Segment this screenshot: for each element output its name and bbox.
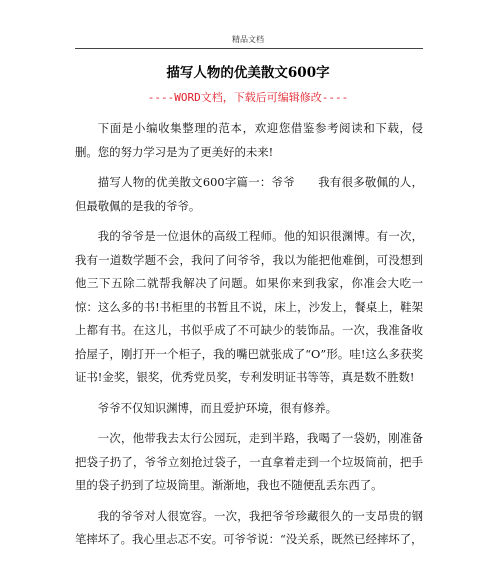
paragraph-tolerance: 我的爷爷对人很宽容。一次，我把爷爷珍藏很久的一支昂贵的钢笔摔坏了。我心里忐忑不安。可爷爷说：“没关系，既然已经摔坏了， [75, 508, 423, 546]
paragraph-environment: 爷爷不仅知识渊博，而且爱护环境，很有修养。 [97, 400, 338, 415]
document-title: 描写人物的优美散文600字 [166, 65, 330, 81]
header-rule [75, 48, 423, 49]
paragraph-park: 一次，他带我去太行公园玩，走到半路，我喝了一袋奶，刚准备把袋子扔了，爷爷立刻抢过袋子，一直拿着走到一个垃圾筒前，把手里的袋子扔到了垃圾筒里。渐渐地，我也不随便乱丢东西了。 [75, 431, 423, 492]
running-header: 精品文档 [232, 35, 264, 44]
editable-notice: ----WORD文档，下载后可编辑修改---- [147, 91, 349, 104]
paragraph-intro: 下面是小编收集整理的范本，欢迎您借鉴参考阅读和下载，侵删。您的努力学习是为了更美好的未来! [75, 121, 423, 159]
document-body [75, 117, 423, 559]
paragraph-knowledge: 我的爷爷是一位退休的高级工程师。他的知识很渊博。有一次，我有一道数学题不会，我问了问爷爷，我以为能把他难倒，可没想到他三下五除二就帮我解决了问题。如果你来到我家，你准会大吃一惊：这么多的书!书柜里的书暂且不说，床上，沙发上，餐桌上，鞋架上都有书。在这儿，书似乎成了不可缺少的装饰品。一次，我准备收拾屋子，刚打开一个柜子，我的嘴巴就张成了“O”形。哇!这么多获奖证书!金奖，银奖，优秀党员奖，专利发明证书等等，真是数不胜数! [75, 229, 423, 384]
paragraph-heading: 描写人物的优美散文600字篇一：爷爷 我有很多敬佩的人，但最敬佩的是我的爷爷。 [75, 175, 423, 213]
